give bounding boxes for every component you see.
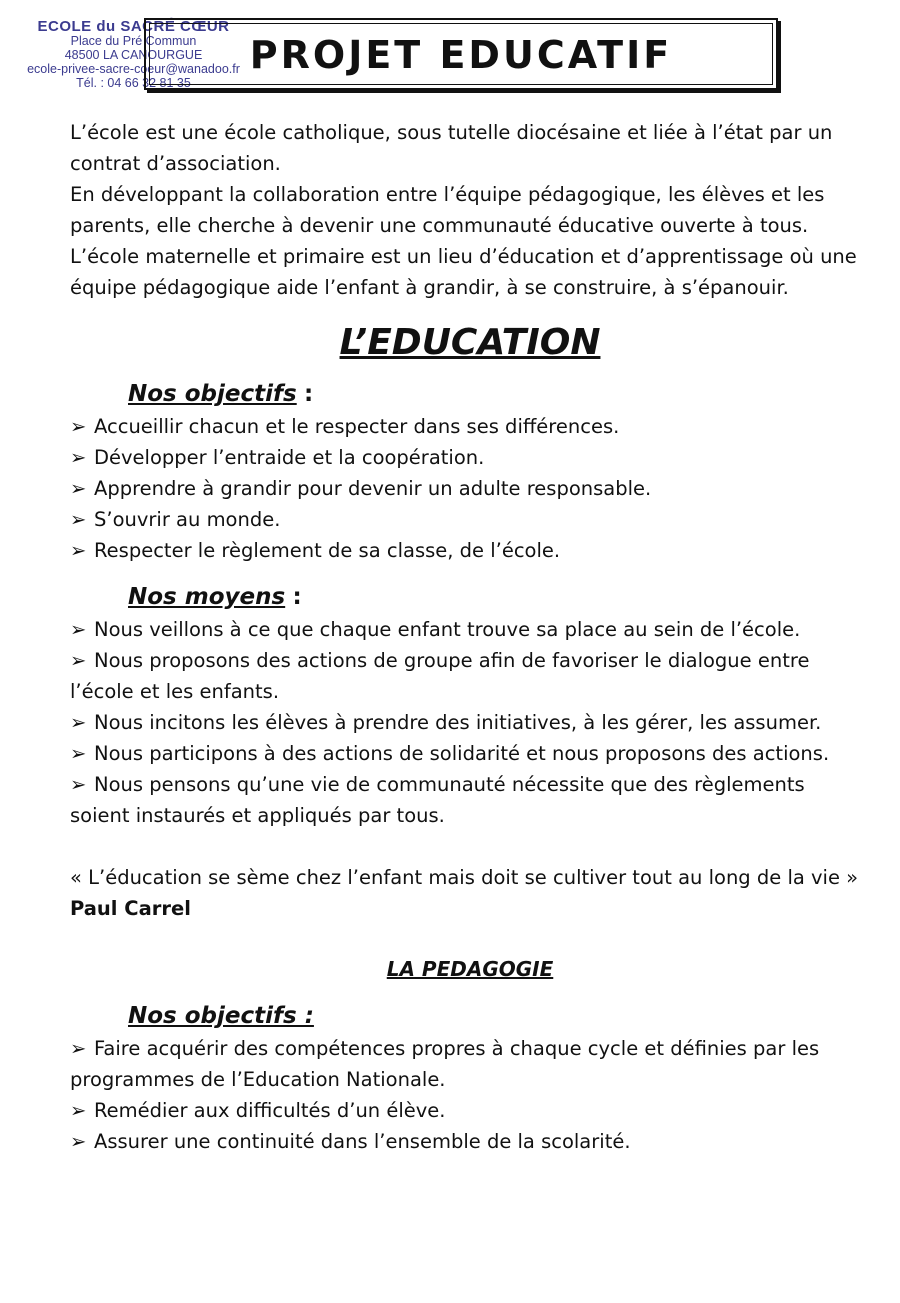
list-item-text: Nous incitons les élèves à prendre des initiatives, à les gérer, les assumer.	[94, 711, 822, 734]
school-address: Place du Pré Commun	[70, 34, 197, 48]
list-item-text: Respecter le règlement de sa classe, de l’école.	[94, 539, 561, 562]
arrow-bullet-icon: ➢	[70, 1130, 87, 1153]
spacer	[70, 831, 870, 862]
arrow-bullet-icon: ➢	[70, 415, 87, 438]
arrow-bullet-icon: ➢	[70, 711, 87, 734]
list-item	[70, 473, 870, 504]
intro-paragraph-1: L’école est une école catholique, sous tutelle diocésaine et liée à l’état par un contrat d’association.	[70, 121, 833, 175]
education-moyens-colon: :	[292, 584, 302, 610]
arrow-bullet-icon: ➢	[70, 773, 87, 796]
arrow-bullet-icon: ➢	[70, 742, 87, 765]
list-item	[70, 614, 870, 645]
intro-paragraph-2: En développant la collaboration entre l’équipe pédagogique, les élèves et les parents, elle cherche à devenir une communauté éducative ouverte à tous.	[70, 183, 825, 237]
arrow-bullet-icon: ➢	[70, 1037, 87, 1060]
document-body	[70, 117, 870, 1157]
pedagogie-objectifs-title: Nos objectifs :	[128, 1003, 314, 1029]
pedagogie-heading: LA PEDAGOGIE	[386, 957, 554, 981]
pedagogie-objectifs-list	[70, 1033, 870, 1157]
arrow-bullet-icon: ➢	[70, 539, 87, 562]
list-item-text: Nous veillons à ce que chaque enfant trouve sa place au sein de l’école.	[94, 618, 801, 641]
school-phone: Tél. : 04 66 32 81 35	[76, 76, 191, 90]
list-item-text: Remédier aux difficultés d’un élève.	[94, 1099, 446, 1122]
intro-paragraph-3: L’école maternelle et primaire est un lieu d’éducation et d’apprentissage où une équipe pédagogique aide l’enfant à grandir, à se construire, à s’épanouir.	[70, 245, 857, 299]
list-item-text: Assurer une continuité dans l’ensemble de la scolarité.	[94, 1130, 631, 1153]
arrow-bullet-icon: ➢	[70, 649, 87, 672]
education-moyens-title: Nos moyens	[128, 584, 286, 610]
title-box	[144, 18, 778, 90]
list-item-text: S’ouvrir au monde.	[94, 508, 281, 531]
school-email: ecole-privee-sacre-coeur@wanadoo.fr	[27, 62, 240, 76]
education-objectifs-title: Nos objectifs	[128, 381, 297, 407]
quote: « L’éducation se sème chez l’enfant mais doit se cultiver tout au long de la vie »	[70, 866, 859, 889]
list-item	[70, 535, 870, 566]
education-objectifs-list	[70, 411, 870, 566]
list-item-text: Nous pensons qu’une vie de communauté nécessite que des règlements soient instaurés et appliqués par tous.	[70, 773, 805, 827]
list-item-text: Nous participons à des actions de solidarité et nous proposons des actions.	[94, 742, 830, 765]
education-objectifs-heading	[128, 377, 870, 411]
list-item	[70, 411, 870, 442]
document-title: PROJET EDUCATIF	[249, 33, 673, 77]
list-item-text: Faire acquérir des compétences propres à chaque cycle et définies par les programmes de l’Education Nationale.	[70, 1037, 820, 1091]
list-item-text: Apprendre à grandir pour devenir un adulte responsable.	[94, 477, 652, 500]
list-item	[70, 769, 870, 831]
education-objectifs-colon: :	[304, 381, 314, 407]
list-item-text: Nous proposons des actions de groupe afin de favoriser le dialogue entre l’école et les enfants.	[70, 649, 810, 703]
list-item	[70, 1095, 870, 1126]
arrow-bullet-icon: ➢	[70, 618, 87, 641]
school-name: ECOLE du SACRÉ CŒUR	[37, 18, 230, 35]
list-item	[70, 442, 870, 473]
arrow-bullet-icon: ➢	[70, 1099, 87, 1122]
list-item-text: Accueillir chacun et le respecter dans ses différences.	[94, 415, 620, 438]
arrow-bullet-icon: ➢	[70, 477, 87, 500]
list-item-text: Développer l’entraide et la coopération.	[94, 446, 485, 469]
list-item	[70, 707, 870, 738]
education-moyens-list	[70, 614, 870, 831]
quote-author: Paul Carrel	[70, 897, 191, 920]
list-item	[70, 1033, 870, 1095]
arrow-bullet-icon: ➢	[70, 446, 87, 469]
school-city: 48500 LA CANOURGUE	[64, 48, 203, 62]
list-item	[70, 645, 870, 707]
pedagogie-objectifs-heading	[128, 999, 870, 1033]
list-item	[70, 738, 870, 769]
arrow-bullet-icon: ➢	[70, 508, 87, 531]
education-moyens-heading	[128, 580, 870, 614]
education-heading: L’EDUCATION	[339, 322, 601, 363]
list-item	[70, 504, 870, 535]
list-item	[70, 1126, 870, 1157]
